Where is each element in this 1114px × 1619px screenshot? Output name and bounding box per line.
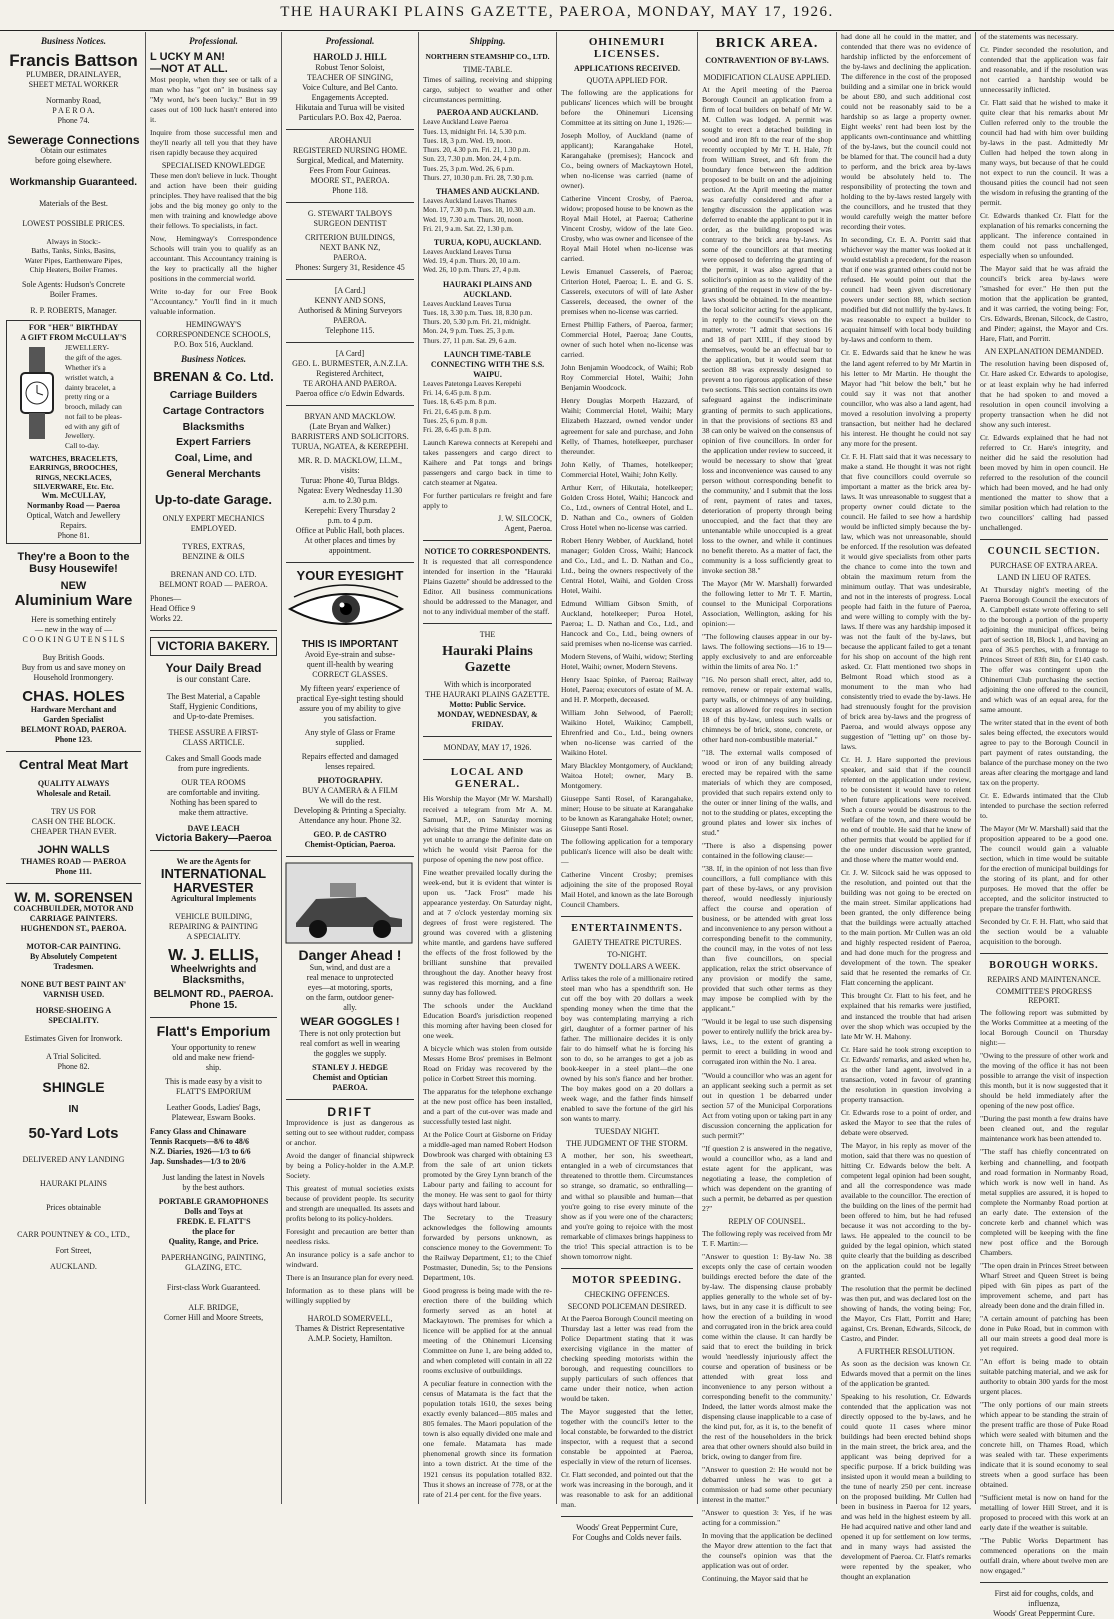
advert-text: SPECIALISED KNOWLEDGE xyxy=(161,161,266,171)
article-text: "Answer to question 2: He would not be debarred unless he was to get a commission or had some other pecuniary interest in the matter." xyxy=(702,1465,832,1505)
article-text: Catherine Vincent Crosby; premises adjoining the site of the proposed Royal Mail Hotel, and known as the late Borough Council Chambers. xyxy=(561,870,693,910)
advert-heading: FOR "HER" BIRTHDAY A GIFT FROM McCULLAY'S xyxy=(20,323,127,343)
article-text: Good progress is being made with the re-erection there of the building which formerly served as an hotel at Mackaytown. The premises for which a licence will be applied for at the annual meeting of the Ohinemuri Licensing Committee on June 1, are being added to, and when completed will contain in all 22 rooms exclusive of outbuildings. xyxy=(423,1286,552,1376)
article-text: "If question 2 is answered in the negative, would a councillor who, as a land and estate agent for the applicant, was negotiating a lease, the completion of which was dependent on the granting of such a permit, be debarred as per question 2?" xyxy=(702,1143,832,1213)
divider xyxy=(286,279,414,280)
divider xyxy=(286,342,414,343)
column-brick-area-cont xyxy=(837,32,975,1582)
article-text: The schools under the Auckland Education Board's jurisdiction reopened this morning after having been closed for one week. xyxy=(423,1000,552,1040)
advert-text: OUR TEA ROOMS are comfortable and inviting. Nothing has been spared to make them attractive. xyxy=(167,777,260,817)
column-professional xyxy=(146,32,281,1504)
advert-heading: CHAS. HOLES xyxy=(22,687,125,705)
column-professional-2 xyxy=(282,32,418,1504)
advert-text: The Best Material, a Capable Staff, Hygienic Conditions, and Up-to-date Premises. xyxy=(166,691,261,721)
article-subheading: CHECKING OFFENCES. xyxy=(584,1289,670,1299)
advert-text: Fancy Glass and Chinaware Tennis Racquets—8/6 to 48/6 N.Z. Diaries, 1926—1/3 to 6/6 Jap. Sunshades—1/3 to 20/6 xyxy=(150,1126,251,1166)
advert-text: Sun, wind, and dust are a real menace to unprotected eyes—at motoring, sports, on the farm, outdoor gener- ally. xyxy=(305,963,395,1013)
advert-heading: Flatt's Emporium xyxy=(156,1023,271,1040)
advert-text: PORTABLE GRAMOPHONES Dolls and Toys at FREDK. E. FLATT'S the place for Quality, Range, and Price. xyxy=(158,1196,269,1246)
advert-text: Repairs effected and damaged lenses repaired. xyxy=(301,752,399,772)
article-text: William John Selwood, of Paeroll; Waikino Hotel, Waikino; Campbell, Ehrenfried and Co., Ltd., being owners when no-license was carried of the Waikino Hotel. xyxy=(561,707,693,757)
advert-text: STANLEY J. HEDGE Chemist and Optician PAEROA. xyxy=(312,1062,388,1092)
article-text: At Thursday night's meeting of the Paeroa Borough Council the executors of A. Campbell estate wrote offering to sell to the borough a portion of the property adjoining the municipal offices, being part of section 18, Block 1, and having an area of 36.5 perches, with a frontage to Princes Street of 83ft 8in, for £140 cash. The offer was contingent upon the Ohinemuri Club purchasing the section adjoining the one offered to the council, and which was of an equal area, for the same amount. xyxy=(980,584,1108,714)
advert-text: Your opportunity to renew old and make new friend- ship. xyxy=(171,1042,256,1072)
article-heading: BOROUGH WORKS. xyxy=(989,960,1099,972)
divider xyxy=(980,1582,1108,1583)
advert-heading: W. M. SORENSEN xyxy=(14,888,133,905)
column-council xyxy=(976,32,1112,1619)
advert-heading: BELMONT RD., PAEROA. Phone 15. xyxy=(153,989,274,1011)
advert-text: R. P. ROBERTS, Manager. xyxy=(30,306,117,316)
advert-text: We are the Agents for xyxy=(176,857,251,867)
article-text: This brought Cr. Flatt to his feet, and he explained that his remarks were justified, and instanced the trouble that had arisen over the shop which was occupied by the late Mr W. H. Mahony. xyxy=(841,991,971,1041)
article-text: "Would a councillor who was an agent for an applicant seeking such a permit as set out in question 1 be debarred under section 57 of the Municipal Corporations Act from voting upon or taking part in any discussion concerning the application for such permit?" xyxy=(702,1070,832,1140)
divider xyxy=(561,1516,693,1517)
timetable: Leaves Auckland Leaves Thames Mon. 17, 7.30 p.m. Tues. 18, 10.30 a.m. Wed. 19, 7.30 a.m. Thurs. 20, noon. Fri. 21, 9 a.m. Sat. 22, 1.30 p.m. xyxy=(423,197,536,233)
article-text: John Kelly, of Thames, hotelkeeper; Commercial Hotel, Waihi; John Kelly. xyxy=(561,459,693,479)
advert-heading: BRENAN & Co. Ltd. xyxy=(153,369,274,385)
advert-text: DAVE LEACH xyxy=(187,823,240,833)
advert-text: Hardware Merchant and Garden Specialist BELMONT ROAD, PAEROA. Phone 123. xyxy=(20,704,127,744)
advert-heading: Francis Battson xyxy=(9,51,138,70)
advert-heading: Sewerage Connections xyxy=(7,132,140,147)
advert-text: Now, Hemingway's Correspondence Schools will train you to qualify as an accountant. This Accountancy training is the key to practically all the higher positions in the commercial world. xyxy=(150,234,277,284)
advert-text: Here is something entirely — new in the way of — C O O K I N G U T E N S I L S xyxy=(22,614,125,644)
column-licenses xyxy=(557,32,697,1542)
article-text: Cr. Hare said he took strong exception to Cr. Edwards' remarks, and asked when he, as the other land agent, involved in a transaction, voted in favour of granting the resolution in question involving a property transaction. xyxy=(841,1044,971,1104)
article-subheading: THAMES AND AUCKLAND. xyxy=(435,187,540,197)
divider xyxy=(150,850,277,851)
article-subheading: COMMITTEE'S PROGRESS REPORT. xyxy=(996,987,1092,1006)
advert-text: THAMES ROAD — PAEROA Phone 111. xyxy=(20,856,127,876)
divider xyxy=(6,883,141,884)
advert-text: Improvidence is just as dangerous as setting out to see without rudder, compass or anchor. xyxy=(286,1118,414,1148)
advert-heading: Up-to-date Garage. xyxy=(154,491,272,507)
advert-text: [A Card] GEO. L. BURMESTER, A.N.Z.I.A. Registered Architect, TE AROHA AND PAEROA. Paeroa office c/o Edwin Edwards. xyxy=(292,349,408,399)
article-subheading: APPLICATIONS RECEIVED. xyxy=(573,64,681,73)
article-subheading: TUESDAY NIGHT. xyxy=(594,1127,660,1137)
advert-text: Agricultural Implements xyxy=(170,894,257,904)
article-subheading: SECOND POLICEMAN DESIRED. xyxy=(567,1301,687,1311)
article-text: Arliss takes the role of a millionaire retired steel man who has a spendthrift son. He cut off the boy with 20 dollars a week spending money when the time that the boy was contemplating marrying a rich girl, daughter of a former partner of his father. The millionaire decides it is only fair to do himself what he is forcing his son to do, so he arranges to get a job as book-keeper in a steel plant—the one owned by his son's fiance and her brother. The boy makes good on a 20 dollars a week wage, and the father finds himself enabled to save the fortune of the girl his son wants to marry. xyxy=(561,974,693,1124)
article-text: Edmund William Gibson Smith, of Auckland, hotelkeeper; Puroa Hotel, Paeroa; L. D. Nathan and Co., Ltd., and Hancock and Co., Ltd., being owners of said premises when no-license was carried. xyxy=(561,598,693,648)
article-text: "A certain amount of patching has been done in Puke Road, but in common with all our main streets a good deal more is yet required. xyxy=(980,1313,1108,1353)
article-text: Robert Henry Webber, of Auckland, hotel manager; Golden Cross, Waihi; Hancock and Co., Ltd., and L. D. Nathan and Co., Ltd., being the owners respectively of the Central Hotel, Waihi, and Golden Cross Hotel, Waihi. xyxy=(561,535,693,595)
article-heading: MOTOR SPEEDING. xyxy=(572,1274,682,1286)
advert-text: THESE ASSURE A FIRST- CLASS ARTICLE. xyxy=(168,727,259,747)
divider xyxy=(980,539,1108,540)
article-heading: LOCAL AND GENERAL. xyxy=(450,766,525,791)
advert-heading: NEW xyxy=(60,580,87,593)
column-shipping xyxy=(419,32,556,1504)
advert-text: AROHANUI REGISTERED NURSING HOME. Surgical, Medical, and Maternity. Fees From Four Guineas. MOORE ST., PAEROA. Phone 118. xyxy=(293,136,407,196)
advert-heading: SHINGLE xyxy=(42,1079,105,1096)
timetable: Leave Auckland Leave Paeroa Tues. 13, midnight Fri. 14, 5.30 p.m. Tues. 18, 3 p.m. Wed. 19, noon. Thurs. 20, 4.30 p.m. Fri. 21, 1.30 p.m. Sun. 23, 7.30 p.m. Mon. 24, 4 p.m. Tues. 25, 3 p.m. Wed. 26, 6 p.m. Thurs. 27, 10.30 p.m. Fri. 28, 7.30 p.m. xyxy=(423,118,534,182)
advert-heading: Victoria Bakery—Paeroa xyxy=(155,832,272,844)
article-text: "18. The external walls composed of wood or iron of any building already erected may be repaired with the same materials of which they are composed, provided that such repairs extend only to the outer or inner lining of the walls, and not to the studding or plates, excepting the ground plates and lower six inches of stud." xyxy=(702,748,832,838)
article-text: Catherine Vincent Crosby, of Paeroa, widow; proposed house to be known as the Royal Mail Hotel, at Paeroa; Catherine Vincent Crosby, widow of the late Geo. Crosby, who was owner and licensee of the Royal Mail Hotel when no-license was carried. xyxy=(561,194,693,264)
article-text: Seconded by Cr. F. H. Flatt, who said that the section would be a valuable acquisition to the borough. xyxy=(980,917,1108,947)
advert-text: Materials of the Best. xyxy=(39,198,108,208)
divider xyxy=(150,1017,277,1018)
divider xyxy=(286,405,414,406)
divider xyxy=(286,129,414,130)
article-text: Fine weather prevailed locally during the week-end, but it is evident that winter is upon us. "Jack Frost" made his appearance yesterday. On Saturday night, and at 7 o'clock yesterday morning six degrees of frost were registered. The ground was covered with a glistening white mantle, and gardens have suffered the effects of the frost followed by the brilliant sunshine that prevailed throughout the day. Another heavy frost was registered this morning, and a fine sunny day has followed. xyxy=(423,867,552,997)
section-heading: Shipping. xyxy=(469,36,506,46)
advert-heading: W. J. ELLIS, xyxy=(168,947,259,965)
advert-heading: Carriage Builders Cartage Contractors Blacksmiths Expert Farriers Coal, Lime, and General Merchants xyxy=(162,389,265,480)
advert-heading: HAROLD J. HILL xyxy=(313,52,387,62)
article-text: Continuing, the Mayor said that he xyxy=(702,1574,808,1584)
article-text: In seconding, Cr. E. A. Porritt said that whichever way the matter was looked at it would establish a precedent, for the reason that if one was granted others could not be refused. He would point out that the council had been given discretionary powers under section 88, which section modified but did not nullify the by-laws. It was reasonable to expect a builder to acquaint himself with local body building by-laws and conform to them. xyxy=(841,235,971,345)
advert-text: Inquire from those successful men and they'll nearly all tell you that they have risen rapidly because they acquired xyxy=(150,128,277,158)
divider xyxy=(561,1268,693,1269)
advert-heading: INTERNATIONAL HARVESTER xyxy=(160,866,267,895)
advert-text: Optical, Watch and Jewellery Repairs. Phone 81. xyxy=(26,511,121,541)
article-text: "Answer to question 3: Yes, if he was acting for a commission." xyxy=(702,1508,832,1528)
advert-text: Normanby Road, P A E R O A. Phone 74. xyxy=(45,95,102,125)
advert-heading: Central Meat Mart xyxy=(18,756,129,772)
advert-heading: Aluminium Ware xyxy=(14,592,133,609)
nameplate: Hauraki Plains Gazette xyxy=(442,644,533,676)
advert-text: GEO. P. de CASTRO Chemist-Optician, Paeroa. xyxy=(304,830,396,850)
article-text: The following are the applications for publicans' licences which will be brought before the Ohinemuri Licensing Committee at its sitting on June 1, 1926:— xyxy=(561,88,693,128)
article-text: Cr. E. Edwards intimated that the Club intended to purchase the section referred to. xyxy=(980,791,1108,821)
advert-text: [A Card.] KENNY AND SONS, Authorised & Mining Surveyors PAEROA. Telephone 115. xyxy=(298,286,402,336)
advert-text: Buy British Goods. Buy from us and save money on Household Ironmongery. xyxy=(21,652,126,682)
article-text: Lewis Emanuel Casserels, of Paeroa; Criterion Hotel, Paeroa; L. E. and G. S. Casserels, executors of will of late Asher Casserels, deceased, the owner of the premises when no-license was carried. xyxy=(561,267,693,317)
article-text: Arthur Kerr, of Hikutaia, hotelkeeper; Golden Cross Hotel, Waihi; Hancock and Co., Ltd., owners of Central Hotel, and L. D. Nathan and Co., owners of Golden Cross Hotel when no-license was carried. xyxy=(561,482,693,532)
article-subheading: TO-NIGHT. xyxy=(607,950,647,960)
advert-heading: Workmanship Guaranteed. xyxy=(9,177,138,189)
advert-text: There is an Insurance plan for every need. xyxy=(286,1273,414,1283)
article-heading: OHINEMURI LICENSES. xyxy=(588,36,666,60)
advert-heading: VICTORIA BAKERY. xyxy=(150,637,277,656)
advert-text: BUY A CAMERA & A FILM We will do the rest. Developing & Printing a Specialty. Attendance any hour. Phone 32. xyxy=(293,786,407,826)
article-text: Launch Karewa connects at Kerepehi and takes passengers and cargo direct to Kaihere and Pat tongs and brings passengers and cargo back in time to catch steamer at Ngatea. xyxy=(423,438,552,488)
advert-text: PLUMBER, DRAINLAYER, SHEET METAL WORKER xyxy=(25,69,122,89)
divider xyxy=(150,630,277,631)
article-text: Speaking to his resolution, Cr. Edwards contended that the application was not directly opposed to the by-laws, and he could quote 11 cases where minor buildings had been erected behind shops in the main street, the brick area, and the applicant was being deprived for a specific purpose. If a brick building was insisted upon it would mean a building to the tune of nearly 250 per cent. increase on the proposed building. Mr Cullen had been in business in Paeroa for 12 years, and was held in the highest esteem by all. He had acquired native and other land and opened it up for settlement on low terms, and in many ways had assisted the development of Paeroa. Cr. Flatt's remarks were repented by the speaker, who thought an explanation xyxy=(841,1392,971,1582)
article-heading: BRICK AREA. xyxy=(715,36,819,51)
article-text: "The open drain in Princes Street between Wharf Street and Queen Street is being piped with 6in pipes as part of the improvement scheme, and part has already been done and the drain filled in. xyxy=(980,1260,1108,1310)
advert-text: Avoid Eye-strain and subse- quent ill-health by wearing CORRECT GLASSES. xyxy=(304,650,396,680)
article-subheading: TIME-TABLE. xyxy=(462,65,513,75)
advert-heading: L UCKY M AN! —NOT AT ALL. xyxy=(150,51,228,75)
article-text: It is requested that all correspondence intended for insertion in the "Hauraki Plains Gazette" should be addressed to the Editor. All business communications should be addressed to the Manager, and not to any individual member of the staff. xyxy=(423,557,552,617)
section-heading: Professional. xyxy=(189,36,238,46)
article-subheading: LAND IN LIEU OF RATES. xyxy=(997,572,1091,582)
article-text: "The staff has chiefly concentrated on kerbing and channelling, and footpath and road formation in Normanby Road, which work is now well in hand. As metal supplies are assured, it is hoped to complete the Normanby Road portion at an early date. The extension of the concrete kerb and channel which was completed will be keeping with the fine new post office and the Borough Chambers. xyxy=(980,1147,1108,1257)
advert-text: COACHBUILDER, MOTOR AND CARRIAGE PAINTERS. HUGHENDON ST., PAEROA. xyxy=(13,904,134,934)
advert-text: MR. R. D. MACKLOW, LL.M., visits: Turua: Phone 40, Turua Bldgs. Ngatea: Every Wednesday 11.30 a.m. to 2.30 p.m. Kerepehi: Every Thursday 2 p.m. to 4 p.m. Office at Public Hall, both places. At other places and times by appointment. xyxy=(295,456,405,556)
article-text: With which is incorporated THE HAURAKI PLAINS GAZETTE. xyxy=(425,680,550,700)
article-text: Cr. J. W. Silcock said he was opposed to the resolution, and pointed out that the building was not going to be erected on the main street. Similar applications had been granted, the only difference being that the buildings were actually attached to the main portion. Mr Cullen was an old and highly respected resident of Paeroa, and had done much for the progress and development of the town. The speaker said that he resented the remarks of Cr. Flatt concerning the applicant. xyxy=(841,868,971,988)
advert-text: Woods' Great Peppermint Cure, For Coughs and Colds never fails. xyxy=(572,1522,682,1542)
article-text: "Would it be legal to use such dispensing power to entirely nullify the brick area by-laws, i.e., to the extent of granting a permit to erect a building in wood and corrugated iron within the No. 1 area. xyxy=(702,1017,832,1067)
article-subheading: AN EXPLANATION DEMANDED. xyxy=(984,347,1104,357)
divider xyxy=(980,953,1108,954)
article-text: Cr. H. J. Hare supported the previous speaker, and said that if the council relented on the application under review, to be consistent it would have to relent when future applications were received. Such a course would be disastrous to the welfare of the town, and there would be no end of trouble. He said that he knew of other permits that would be applied for if the one under discussion were granted, and those where the matter would end. xyxy=(841,755,971,865)
motorcar-picture xyxy=(286,863,412,943)
article-subheading: THE JUDGMENT OF THE STORM. xyxy=(566,1139,688,1149)
article-subheading: LAUNCH TIME-TABLE CONNECTING WITH THE S.S. WAIPU. xyxy=(430,349,545,379)
divider xyxy=(423,623,552,624)
issue-date: MONDAY, MAY 17, 1926. xyxy=(443,743,532,753)
article-subheading: MODIFICATION CLAUSE APPLIED. xyxy=(703,73,831,82)
article-text: Cr. Edwards thanked Cr. Flatt for the explanation of his remarks concerning the applicant. The inference contained in them could not pass unchallenged, especially when so unfounded. xyxy=(980,211,1108,261)
article-text: "During the past month a few drains have been cleaned out, and the regular maintenance work has been attended to. xyxy=(980,1114,1108,1144)
timetable: Leaves Auckland Leaves Turua Wed. 19, 4 p.m. Thurs. 20, 10 a.m. Wed. 26, 10 p.m. Thurs. 27, 4 p.m. xyxy=(423,248,521,275)
advert-heading: JOHN WALLS xyxy=(37,844,110,857)
advert-text: NONE BUT BEST PAINT AN' VARNISH USED. xyxy=(20,980,127,1000)
advert-text: Always in Stock:- Baths, Tanks, Sinks, Basins, Water Pipes, Earthenware Pipes, Chip Heaters, Boiler Frames. xyxy=(24,236,123,275)
article-text: The following application for a temporary publican's licence will also be dealt with:— xyxy=(561,837,693,867)
article-text: "An effort is being made to obtain suitable patching material, and we ask for authority to obtain 300 yards for the most urgent places. xyxy=(980,1356,1108,1396)
advert-text: QUALITY ALWAYS Wholesale and Retail. xyxy=(36,779,111,799)
section-heading: Professional. xyxy=(325,36,375,46)
section-heading: Business Notices. xyxy=(180,354,246,365)
advert-text: WATCHES, BRACELETS, EARRINGS, BROOCHES, RINGS, NECKLACES, SILVERWARE, Etc. Etc. xyxy=(29,453,118,491)
advert-text: PAPERHANGING, PAINTING, GLAZING, ETC. xyxy=(161,1252,266,1272)
article-subheading: TWENTY DOLLARS A WEEK. xyxy=(573,962,681,972)
advert-text: VEHICLE BUILDING, REPAIRING & PAINTING A SPECIALITY. xyxy=(168,912,259,942)
article-text: Cr. E. Edwards said that he knew he was the land agent referred to by Mr Martin in his letter to Mr Martin. He thought the Mayor had "hit below the belt," but he could say it was not that another councillor, who was also a land agent, had moved a resolution involving a property transaction, but neither had he declared his interest. He thought he could not say any more for the present. xyxy=(841,348,971,448)
article-text: At the Paeroa Borough Council meeting on Thursday last a letter was read from the Police Department stating that it was exercising vigilance in the matter of checking speeding motorists within the borough, and requesting councillors to supply particulars of such offences that came under their notice, when action would be taken. xyxy=(561,1313,693,1403)
advert-text: Just landing the latest in Novels by the best authors. xyxy=(162,1172,265,1192)
article-text: Cr. Pinder seconded the resolution, and contended that the application was fair and reasonable, and if the resolution was not carried a hardship would be unnecessarily inflicted. xyxy=(980,45,1108,95)
article-text: The following report was submitted by the Works Committee at a meeting of the local Borough Council on Thursday night:— xyxy=(980,1008,1108,1048)
article-text: Mary Blackley Montgomery, of Auckland; Waitoa Hotel; owner, Mary B. Montgomery. xyxy=(561,760,693,791)
timetable: Leaves Patetonga Leaves Kerepehi Fri. 14, 6.45 p.m. 8 p.m. Tues. 18, 6.45 p.m. 8 p.m. Fri. 21, 6.45 p.m. 8 p.m. Tues. 25, 6 p.m. 8 p.m. Fri. 28, 6.45 p.m. 8 p.m. xyxy=(423,379,522,435)
wristwatch-icon xyxy=(13,345,61,441)
advert-text: CRITERION BUILDINGS, NEXT BANK NZ, PAEROA. Phones: Surgery 31, Residence 45 xyxy=(295,233,405,273)
advert-text: is our constant Care. xyxy=(176,674,251,685)
advert-text: JEWELLERY- the gift of the ages. Whether it's a wristlet watch, a dainty bracelet, a pretty ring or a brooch, milady can not fail to be pleas- ed with any gift of Jewellery. Call to-day. xyxy=(65,343,123,451)
article-text: "Answer to question 1: By-law No. 38 excepts only the case of certain wooden buildings erected before the date of the by-law. The dispensing clause probably applies generally to the whole set of by-laws, but in any case it is difficult to see how the erection of a building in wood and corrugated iron in the brick area could come within the clause. It can hardly be said that to erect the building in brick would 'needlessly injuriously affect the course and operation of business or be attended with great loss and inconvenience to any person without a corresponding benefit to the community.' Indeed, the latter words almost make the dispensing clause inapplicable to a case of the kind put, for, as it is, to the benefit of the rest of the householders in the brick area that other owners should also build in brick, owing to danger from fire. xyxy=(702,1251,832,1462)
article-text: A bicycle which was stolen from outside Messrs Home Bros' premises in Belmont Road on Friday was recovered by the police in Corbett Street this morning. xyxy=(423,1043,552,1083)
article-text: "There is also a dispensing power contained in the following clause:— xyxy=(702,841,832,861)
article-text: "The only portions of our main streets which appear to be standing the strain of the present traffic are those of Puke Road which were sealed with bitumen and the concrete hill, on Thames Road, which was sealed with tar. These experiments indicate that it is sound economy to seal streets when a good surface has been obtained. xyxy=(980,1399,1108,1489)
article-heading: NOTICE TO CORRESPONDENTS. xyxy=(424,547,551,557)
advert-text: Foresight and precaution are better than needless risks. xyxy=(286,1227,414,1247)
advert-text: An insurance policy is a safe anchor to windward. xyxy=(286,1250,414,1270)
eye-icon xyxy=(286,587,406,631)
article-text: Ernest Phillip Fathers, of Paeroa, farmer; Commercial Hotel, Paeroa; Jane Coutts, owner of such hotel when no-license was carried. xyxy=(561,320,693,360)
section-heading: Business Notices. xyxy=(40,36,106,46)
advert-text: Thames & District Representative A.M.P. Society, Hamilton. xyxy=(295,1324,405,1344)
article-text: Modern Stevens, of Waihi, widow; Sterling Hotel, Waihi; owner, Modern Stevens. xyxy=(561,651,693,671)
advert-heading: Danger Ahead ! xyxy=(298,947,402,964)
article-subheading: GAIETY THEATRE PICTURES. xyxy=(572,938,682,948)
article-subheading: TURUA, KOPU, AUCKLAND. xyxy=(433,238,542,247)
advert-text: ALF. BRIDGE, Corner Hill and Moore Streets, xyxy=(163,1302,264,1322)
article-text: His Worship the Mayor (Mr W. Marshall) received a telegram from Mr A. M. Samuel, M.P., on Saturday morning advising that the Prime Minister was as yet unable to arrange the definite date on which he would visit Paeroa for the purpose of opening the new post office. xyxy=(423,794,552,864)
article-text: "38. If, in the opinion of not less than five councillors, a full compliance with this part of these by-laws, or any provision thereof, would needlessly injuriously affect the course and operation of business, or be attended with great loss and inconvenience to any person without a corresponding benefit to the community, the council may, in the votes of not less than five councillors, on special application, relax the strict observance of any provision or modify the same, provided that such other terms as they may impose be complied with by the applicant." xyxy=(702,864,832,1014)
advert-text: Phones— Head Office 9 Works 22. xyxy=(150,594,196,624)
article-subheading: REPAIRS AND MAINTENANCE. xyxy=(987,975,1101,985)
article-text: The resolution that the permit be declined was then put, and was declared lost on the showing of hands, the voting being: For, the Mayor, Crs Flatt, Porritt and Hare; against, Crs. Brenan, Edwards, Silcock, de Castro, and Pinder. xyxy=(841,1283,971,1343)
article-text: "Owing to the pressure of other work and the moving of the office it has not been possible to arrange the visit of inspection this month, but it is now suggested that it should be held immediately after the opening of the new post office. xyxy=(980,1051,1108,1111)
article-text: Cr. Flatt seconded, and pointed out that the work was increasing in the borough, and it was reasonable to ask for an additional man. xyxy=(561,1469,693,1509)
advert-text: IN xyxy=(68,1104,79,1116)
advert-text: Information as to these plans will be willingly supplied by xyxy=(286,1286,414,1306)
advert-text: PHOTOGRAPHY. xyxy=(317,776,383,786)
article-text: The Mayor (Mr W. Marshall) forwarded the following letter to Mr T. F. Martin, counsel to the Municipal Corporations Association, Wellington, asking for his opinion:— xyxy=(702,578,832,628)
advert-heading: They're a Boon to the Busy Housewife! xyxy=(17,551,130,575)
article-text: At the Police Court at Gisborne on Friday a middle-aged man named Robert Hodson Dowbrook was charged with obtaining £3 from the sale of art union tickets promoted by the Grey Lynn branch of the Labour party and failing to account for the money. He was sent to gaol for thirty days without hard labour. xyxy=(423,1129,552,1210)
article-text: Cr. Edwards explained that he had not referred to Cr. Hare's integrity, and neither did he said the resolution had been moved by him in open council. He referred to the resolution of the council which had been moved, and he had only mentioned the matter to show that a similar position which had relation to the two councillors' calling had passed unchallenged. xyxy=(980,432,1108,532)
advert-text: Most people, when they see or talk of a man who has "got on" in business say "My word, he's been lucky." But in 99 cases out of 100 luck hasn't entered into it. xyxy=(150,75,277,125)
article-heading: NORTHERN STEAMSHIP CO., LTD. xyxy=(425,52,550,61)
article-text: In moving that the application be declined the Mayor drew attention to the fact that the counsel's opinion was that the application was out of order. xyxy=(702,1531,832,1571)
advert-text: HEMINGWAY'S CORRESPONDENCE SCHOOLS, P.O. Box 516, Auckland. xyxy=(156,320,271,350)
article-text: The following reply was received from Mr T. F. Martin:— xyxy=(702,1228,832,1248)
article-subheading: HAURAKI PLAINS AND AUCKLAND. xyxy=(443,279,532,299)
advert-text: My fifteen years' experience of practical Eye-sight testing should assure you of my ability to give you satisfaction. xyxy=(296,684,404,724)
divider xyxy=(6,751,141,752)
article-text: of the statements was necessary. xyxy=(980,32,1078,41)
advert-text: Prices obtainable xyxy=(46,1203,101,1213)
advert-text: TRY US FOR CASH ON THE BLOCK. CHEAPER THAN EVER. xyxy=(30,807,117,837)
advert-text: This greatest of mutual societies exists because of provident people. Its security and strength are unequalled. Its assets and profits belong to its policy-holders. xyxy=(286,1184,414,1224)
article-heading: ENTERTAINMENTS. xyxy=(571,923,683,935)
article-text: Henry Douglas Morpeth Hazzard, of Waihi; Commercial Hotel, Waihi; Mary Elizabeth Hazzard, owned vendor under agreement for sale and purchase, and John Kelly, of Thames, hotelkeeper, purchaser thereunder. xyxy=(561,396,693,456)
article-subheading: CONTRAVENTION OF BY-LAWS. xyxy=(705,56,829,65)
article-subheading: PURCHASE OF EXTRA AREA. xyxy=(990,560,1098,570)
advert-heading: Wm. McCULLAY, Normanby Road — Paeroa xyxy=(27,491,120,511)
article-heading: COUNCIL SECTION. xyxy=(987,545,1101,557)
advert-text: Sole Agents: Hudson's Concrete Boiler Frames. xyxy=(22,280,125,300)
advert-text: Obtain our estimates before going elsewhere. xyxy=(35,146,112,166)
divider xyxy=(286,202,414,203)
article-text: Times of sailing, receiving and shipping cargo, subject to weather and other circumstances permitting. xyxy=(423,75,552,105)
advert-text: TYRES, EXTRAS, BENZINE & OILS xyxy=(182,542,245,562)
article-subheading: REPLY OF COUNSEL. xyxy=(728,1216,806,1226)
article-text: had done all he could in the matter, and contended that there was no evidence of hardship inflicted by the enforcement of the by-laws and declining the application. The difference in the cost of the proposed building and a similar one in brick would be about £80, and such additional cost could not be reasonably said to be a hardship so as large a property owner. Eight weeks' rent had been lost by the applicants own-continuance and whittling of the by-laws, but the council could not be blamed for that. The council had a duty to perform, and the brick area by-laws would be absolutely held to. The responsibility of protecting the town and holding to the by-laws rested largely with the councillors, and he trusted that they would carefully weigh the matter before recording their votes. xyxy=(841,32,971,232)
divider xyxy=(286,856,414,857)
article-text: A mother, her son, his sweetheart, entangled in a web of circumstances that threatened to throttle them. Circumstances so strange, so dramatic, so enthralling—and withal so plausible and human—that you're going to rise every minute of the show as if you were one of the characters; and you're going to rejoice with the most remarkable of climaxes brings happiness to the trio! This special attraction is to be shown tomorrow night. xyxy=(561,1151,693,1261)
article-text: "Sufficient metal is now on hand for the metalling of lower Hill Street, and it is proposed to proceed with this work at an early date if the weather is suitable. xyxy=(980,1493,1108,1533)
advert-heading: Wheelwrights and Blacksmiths, xyxy=(170,964,257,986)
advert-heading: YOUR EYESIGHT xyxy=(296,568,404,584)
article-text: For further particulars re freight and fare apply to xyxy=(423,491,552,511)
divider xyxy=(423,540,552,541)
article-text: "The following clauses appear in our by-laws. The following sections—16 to 19—apply exclusively to and are enforceable within the limits of area No. 1:" xyxy=(702,631,832,671)
advert-heading: 50-Yard Lots xyxy=(28,1124,119,1142)
advert-text: Any style of Glass or Frame supplied. xyxy=(304,728,396,748)
advert-text: ONLY EXPERT MECHANICS EMPLOYED. xyxy=(162,514,265,534)
column-business-notices xyxy=(2,32,145,1504)
column-brick-area xyxy=(698,32,836,1584)
advert-text: MOTOR-CAR PAINTING. By Absolutely Competent Tradesmen. xyxy=(26,942,121,972)
article-text: The writer stated that in the event of both sales being effected, the executors would agree to pay to the Borough Council in part payment of rates outstanding, the balance of the purchase money on the two areas after clearing the mortgage and land tax on the property. xyxy=(980,717,1108,788)
advert-heading: WEAR GOGGLES ! xyxy=(300,1016,400,1029)
advert-text: Cakes and Small Goods made from pure ingredients. xyxy=(165,753,262,773)
article-text: The Mayor said that he was afraid the council's brick area by-laws were "smashed for ever." He then put the motion that the application be granted, and it was carried, the voting being: For, Crs. Edwards, Brenan, Silcock, de Castro, and Pinder; against, the Mayor and Crs. Hare, Flatt, and Porritt. xyxy=(980,264,1108,344)
article-text: The Mayor suggested that the letter, together with the council's letter to the local constable, be forwarded to the district inspector, with a request that a second constable be appointed at Paeroa, especially in view of the return of licenses. xyxy=(561,1406,693,1466)
article-text: Giuseppe Santi Rosel, of Karangahake, miner; House to be situate at Karangahake to be known as Karangahake Hotel; owner, Giuseppe Santi Rosel. xyxy=(561,794,693,834)
advert-heading: Your Daily Bread xyxy=(165,660,262,675)
article-subheading: PAEROA AND AUCKLAND. xyxy=(436,108,539,118)
advert-text: Avoid the danger of financial shipwreck by being a Policy-holder in the A.M.P. Society. xyxy=(286,1151,414,1181)
article-text: Motto: Public Service. MONDAY, WEDNESDAY, & FRIDAY. xyxy=(437,700,538,730)
advert-text: BRENAN AND CO. LTD. BELMONT ROAD — PAEROA. xyxy=(159,570,268,590)
article-text: Henry Isaac Spinke, of Paeroa; Railway Hotel, Paeroa; executors of estate of M. A. and H. P. Morpeth, deceased. xyxy=(561,674,693,704)
advert-text: Estimates Given for Ironwork. xyxy=(24,1034,123,1044)
article-text: John Benjamin Woodcock, of Waihi; Rob Roy Commercial Hotel, Waihi; John Benjamin Woodcock. xyxy=(561,363,693,393)
advert-text: CARR POUNTNEY & CO., LTD., Fort Street, AUCKLAND. xyxy=(17,1230,130,1272)
advert-text: BRYAN AND MACKLOW. (Late Bryan and Walker.) BARRISTERS AND SOLICITORS. TURUA, NGATEA, & KEREPEHI. xyxy=(291,412,409,452)
divider xyxy=(286,1099,414,1100)
advert-text: First-class Work Guaranteed. xyxy=(166,1282,261,1292)
article-subheading: QUOTA APPLIED FOR. xyxy=(586,76,668,85)
article-text: The Mayor (Mr W. Marshall) said that the proposition appeared to be a good one. The council would gain a valuable section, which in time would be suitable for the erection of municipal buildings for the storing of its plant, and for other purposes. He moved that the offer be accepted, and the solicitor instructed to prepare the transfer forthwith. xyxy=(980,824,1108,914)
advert-text: G. STEWART TALBOYS SURGEON DENTIST xyxy=(307,209,393,229)
advert-text: This is made easy by a visit to FLATT'S EMPORIUM xyxy=(165,1076,262,1096)
article-text: The apparatus for the telephone exchange at the new post office has been installed, and a part of the cut-over was made and successfully tested last night. xyxy=(423,1086,552,1126)
article-text: The Mayor, in his reply as mover of the motion, said that there was no question of hitting Cr. Edwards below the belt. A competent legal opinion had been sought, and all the correspondence was made available to the councillor. The erection of the building on the lines of the permit had been offered to him, but he had refused because it was not according to the by-laws. He appealed to the council to be guided by the legal opinion, which stated quite clearly that the building as described on the application could not be legally granted. xyxy=(841,1140,971,1280)
advert-text: HORSE-SHOEING A SPECIALITY. xyxy=(35,1006,112,1026)
divider xyxy=(561,916,693,917)
article-text: A peculiar feature in connection with the census of Matamata is the fact that the population totals 1610, the sexes being exactly evenly balanced—805 males and 805 females. The Maori population of the town is also equally divided one male and one female. Matamata has made phenomenal growth since its formation into a town district. At the time of the 1921 census its population totalled 832. Thus it shows an increase of 778, or at the rate of 21.4 per cent. for the five years. xyxy=(423,1379,552,1499)
divider xyxy=(286,562,414,563)
article-text: The Secretary to the Treasury acknowledges the following amounts forwarded by persons unknown, as conscience money to the Government: To the Railway Department, £1; to the Chief Postmaster, Dunedin, 5s; to the Pensions Department, 10s. xyxy=(423,1213,552,1283)
advert-text: Woods' Great Peppermint Cure. xyxy=(993,1609,1095,1619)
advert-text: DELIVERED ANY LANDING xyxy=(22,1155,125,1165)
timetable: Leaves Auckland Leaves Turua Tues. 18, 3.30 p.m. Tues. 18, 8.30 p.m. Thurs. 20, 5.30 p.m. Fri. 21, midnight. Mon. 24, 9 p.m. Tues. 25, 3 p.m. Thurs. 27, 11 p.m. Sat. 29, 6 a.m. xyxy=(423,299,533,345)
advert-text: Leather Goods, Ladies' Bags, Platewear, Eswarn Books. xyxy=(166,1102,261,1122)
divider xyxy=(423,759,552,760)
article-text: "16. No person shall erect, alter, add to, remove, renew or repair external walls, party walls, or chimneys of any building, except as allowed for requires in section 18 of this by-law, unless such walls or chimneys be of brick, stone, concrete, or other hard non-combustible material." xyxy=(702,674,832,744)
advert-heading: DRIFT xyxy=(327,1104,373,1119)
article-subheading: A FURTHER RESOLUTION. xyxy=(857,1347,955,1356)
article-text: At the April meeting of the Paeroa Borough Council an application from a firm of local builders on behalf of Mr W. M. Cullen was lodged. A permit was sought to erect a detached building in wood and iron 8ft to the rear of the shop recently occupied by Mr T. H. Hale, 7ft from William Street, and 6ft from the boundary fence between the addition proposed to be built on and the adjoining section. At the April meeting the matter was carefully considered and after a lengthy discussion the application was deferred to enable the applicant to put it in order, as the building proposed was contrary to the brick area by-laws. As some of the councillors at that meeting were opposed to deferring the granting of the permit, it was also agreed that a solicitor's opinion as to the validity of the granting of the request in view of the by-laws should be obtained. In the meantime the local solicitor acting for the applicant, in reply to the council's views on the matter, wrote: "I admit that sections 16 and 18 of part XIII., if they stood by themselves, would be an effectual bar to the application, but it would seem that section 88 was expressly designed to prevent a too rigorous application of these two sections. This section contains its own safeguard against the indiscriminate granting of permits to such applications, in that the provisions of sections 83 and 38 can only be waived on the consensus of opinion of five councillors. In order for the application under review to succeed, it would be necessary to show that 'great loss and inconvenience was caused to any person without corresponding benefit to the community,' and I submit that the loss of rent, payment of rates and taxes, deterioration of property through being unoccupied, and the fact that they are untenantable while unoccupied is a great loss to the owner, and while it continues no benefit thereto. As a matter of fact, the community is a loss sufficiently great to invoke section 38." xyxy=(702,85,832,575)
advert-box xyxy=(6,320,141,544)
advert-text: Write to-day for our Free Book "Accountancy." You'll find in it much valuable information. xyxy=(150,287,277,317)
masthead: THE HAURAKI PLAINS GAZETTE, PAEROA, MONDAY, MAY 17, 1926. xyxy=(0,4,1114,31)
advert-text: Robust Tenor Soloist, TEACHER OF SINGING, Voice Culture, and Bel Canto. Engagements Accepted. Hikutaia and Turua will be visited Particulars P.O. Box 42, Paeroa. xyxy=(295,63,405,123)
advert-text: These men don't believe in luck. Thought and action have been their guiding principles. They have realised that the big jobs and the big money go only to the men with training and knowledge above their fellows. To specialists, in fact. xyxy=(150,171,278,231)
advert-text: LOWEST POSSIBLE PRICES. xyxy=(22,218,125,228)
advert-text: HAROLD SOMERVELL, xyxy=(307,1314,393,1324)
nameplate-the: THE xyxy=(479,630,496,640)
article-text: Cr. Flatt said that he wished to make it quite clear that his remarks about Mr Cullen referred only to the trouble the council had had with him over building by-laws in the past. Admittedly Mr Cullen had helped the town along in many ways, but because of that he could not expect to run the council. It was a thousand pities the council had not seen the wisdom in refusing the granting of the permit. xyxy=(980,98,1108,208)
advert-heading: THIS IS IMPORTANT xyxy=(301,638,399,650)
advert-text: There is not only protection but real comfort as well in wearing the goggles we supply. xyxy=(299,1028,401,1058)
article-text: Joseph Molloy, of Auckland (name of applicant); Karangahake Hotel, Karangahake (premises); Hancock and Co., being owners of Mackaytown Hotel, when no-license was carried (name of owner). xyxy=(561,131,693,191)
advert-text: First aid for coughs, colds, and influenza, xyxy=(994,1589,1094,1609)
article-text: As soon as the decision was known Cr. Edwards moved that a permit on the lines of the application be granted. xyxy=(841,1359,971,1389)
advert-text: HAURAKI PLAINS xyxy=(40,1179,107,1189)
article-text: Cr. Edwards rose to a point of order, and asked the Mayor to see that the rules of debate were observed. xyxy=(841,1107,971,1137)
divider xyxy=(423,736,552,737)
article-text: J. W. SILCOCK, Agent, Paeroa. xyxy=(497,514,552,534)
article-text: Cr. F. H. Flatt said that it was necessary to make a stand. He thought it was not right that five councillors could overrule so important a matter as the brick area by-laws. It was unreasonable to suggest that a property owner could dictate to the council. He failed to see how a hardship would be inflicted simply because the by-law, which was not unreasonable, should be enforced. If the resolution was defeated it would give specialists from other parts the chance to come into the town and obtain the maximum return from the minimum outlay. That was undesirable, and not in the interests of progress. Local people had faith in the future of Paeroa, and were willing to comply with the by-laws. If there was any hardship imposed it was not the fault of the by-laws, but because the applicant failed to get a tenant for his shop on account of the high rent asked. Cr. Flatt mentioned two shops in Belmont Road which stood as a monument to the man who had consistently tried to evade the by-laws. He had strenuously fought for the provision of brick area by-laws and the progress of Paeroa, and would always oppose any suggestion of "letting up" on those by-laws. xyxy=(841,451,971,752)
article-text: The resolution having been disposed of, Cr. Hare asked Cr. Edwards to apologise, or at least explain why he had inferred that he had spoken to and moved a resolution in open council involving a property transaction when he did not show any such interest. xyxy=(980,359,1108,429)
advert-text: A Trial Solicited. Phone 82. xyxy=(46,1052,101,1072)
article-text: "The Public Works Department has commenced operations on the main outfall drain, where about twelve men are now engaged." xyxy=(980,1536,1108,1576)
